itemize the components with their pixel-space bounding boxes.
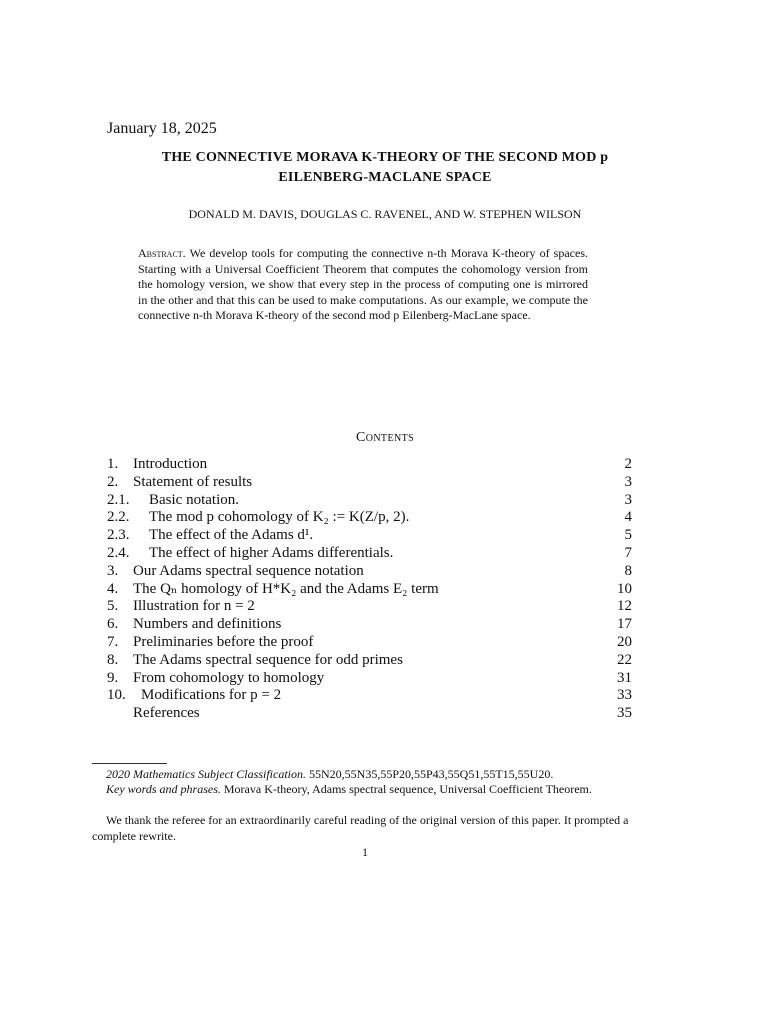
toc-entry-title: The Adams spectral sequence for odd primes bbox=[133, 651, 403, 668]
toc-entry[interactable] bbox=[107, 545, 632, 563]
toc-entry-left bbox=[107, 687, 281, 705]
toc-entry-number: 6. bbox=[107, 616, 119, 633]
toc-entry[interactable] bbox=[107, 581, 632, 599]
toc-entry-page: 4 bbox=[624, 509, 632, 526]
toc-entry-title: The effect of the Adams d¹. bbox=[149, 527, 314, 544]
toc-entry-number: 8. bbox=[107, 651, 119, 668]
toc-entry-number: 2.3. bbox=[107, 527, 130, 544]
toc-entry[interactable] bbox=[107, 687, 632, 705]
toc-entry-left bbox=[107, 581, 439, 599]
toc-entry[interactable] bbox=[107, 527, 632, 545]
toc-entry-number: 2.4. bbox=[107, 544, 130, 561]
toc-entry-left bbox=[107, 509, 409, 527]
toc-entry-left bbox=[107, 652, 403, 670]
paper-title-line-2: EILENBERG-MACLANE SPACE bbox=[278, 170, 492, 185]
toc-entry-left bbox=[107, 670, 324, 688]
toc-entry-title: References bbox=[133, 705, 200, 722]
toc-entry-title: The effect of higher Adams differentials. bbox=[149, 544, 394, 561]
contents-heading: Contents bbox=[355, 430, 415, 445]
toc-entry-page: 7 bbox=[624, 544, 632, 561]
toc-entry-number: 5. bbox=[107, 598, 119, 615]
toc-entry-page: 17 bbox=[617, 616, 632, 633]
msc-codes: 55N20,55N35,55P20,55P43,55Q51,55T15,55U20. bbox=[308, 767, 554, 781]
toc-entry-title: The Qₙ homology of H*K₂ and the Adams E₂ term bbox=[133, 580, 439, 597]
toc-entry-title: The mod p cohomology of K₂ := K(Z/p, 2). bbox=[149, 509, 410, 526]
toc-entry-page: 8 bbox=[624, 562, 632, 579]
toc-entry-title: Numbers and definitions bbox=[133, 616, 282, 633]
toc-entry-number: 4. bbox=[107, 580, 119, 597]
footnote-thanks: We thank the referee for an extraordinarily careful reading of the original version of this paper. It prompted a complete rewrite. bbox=[92, 813, 629, 843]
toc-entry[interactable] bbox=[107, 474, 632, 492]
toc-entry-left bbox=[107, 492, 239, 510]
toc-entry-number: 10. bbox=[107, 687, 126, 704]
keywords-text: Morava K-theory, Adams spectral sequence, Universal Coefficient Theorem. bbox=[223, 782, 592, 796]
toc-entry-title: Basic notation. bbox=[149, 491, 239, 508]
toc-entry-number: 9. bbox=[107, 669, 119, 686]
footnote-keywords bbox=[92, 782, 632, 798]
toc-entry-page: 3 bbox=[624, 473, 632, 490]
toc-entry-title: From cohomology to homology bbox=[133, 669, 325, 686]
toc-entry[interactable] bbox=[107, 634, 632, 652]
toc-entry-number bbox=[107, 705, 133, 723]
abstract-text: We develop tools for computing the connective n-th Morava K-theory of spaces. Starting with a Universal Coefficient Theorem that computes the cohomology version from the homology version, we show that every step in the process of computing one is mirrored in the other and that this can be used to make computations. As our example, we compute the connective n-th Morava K-theory of the second mod p Eilenberg-MacLane space. bbox=[138, 246, 588, 323]
toc-entry-title: Introduction bbox=[133, 456, 208, 472]
footnote-msc bbox=[92, 767, 646, 783]
toc-entry-title: Modifications for p = 2 bbox=[141, 687, 282, 704]
toc-entry-title: Preliminaries before the proof bbox=[133, 633, 314, 650]
toc-entry[interactable] bbox=[107, 670, 632, 688]
date: January 18, 2025 bbox=[107, 120, 217, 137]
footnote-rule bbox=[92, 763, 167, 764]
toc-entry[interactable] bbox=[107, 652, 632, 670]
toc-entry-page: 20 bbox=[617, 633, 632, 650]
toc-entry[interactable] bbox=[107, 563, 632, 581]
keywords-label: Key words and phrases. bbox=[106, 782, 221, 796]
toc-entry-number: 3. bbox=[107, 562, 119, 579]
toc-entry-number: 1. bbox=[107, 456, 119, 472]
toc-entry-page: 22 bbox=[617, 651, 632, 668]
toc-entry-page: 5 bbox=[624, 527, 632, 544]
toc-entry-number: 7. bbox=[107, 633, 119, 650]
page-number: 1 bbox=[362, 845, 368, 859]
toc-entry[interactable] bbox=[107, 456, 632, 474]
toc-entry-page: 3 bbox=[624, 491, 632, 508]
toc-entry-number: 2.1. bbox=[107, 491, 130, 508]
toc-entry-title: Statement of results bbox=[133, 473, 253, 490]
paper-title-line-1: THE CONNECTIVE MORAVA K-THEORY OF THE SECOND MOD p bbox=[161, 150, 609, 165]
toc-entry-page: 12 bbox=[617, 598, 632, 615]
msc-label: 2020 Mathematics Subject Classification. bbox=[106, 767, 306, 781]
toc-entry[interactable] bbox=[107, 598, 632, 616]
toc-entry-left bbox=[107, 527, 313, 545]
toc-entry-page: 31 bbox=[617, 669, 632, 686]
toc-entry-left bbox=[107, 474, 252, 492]
abstract-heading: Abstract. bbox=[138, 246, 186, 260]
toc-entry-left bbox=[107, 634, 313, 652]
toc-entry-left bbox=[107, 545, 393, 563]
toc-entry-page: 10 bbox=[617, 580, 632, 597]
toc-entry-title: Our Adams spectral sequence notation bbox=[133, 562, 364, 579]
toc-entry-left bbox=[107, 598, 255, 616]
toc-entry-page: 33 bbox=[617, 687, 632, 704]
toc-entry[interactable] bbox=[107, 492, 632, 510]
table-of-contents bbox=[107, 456, 632, 723]
toc-entry-left bbox=[107, 705, 200, 723]
toc-entry[interactable] bbox=[107, 616, 632, 634]
abstract bbox=[138, 246, 588, 324]
toc-entry-title: Illustration for n = 2 bbox=[133, 598, 255, 615]
toc-entry-page: 2 bbox=[624, 456, 632, 472]
toc-entry[interactable] bbox=[107, 509, 632, 527]
toc-entry-left bbox=[107, 616, 281, 634]
toc-entry-number: 2. bbox=[107, 473, 119, 490]
toc-entry-left bbox=[107, 563, 364, 581]
toc-entry-left bbox=[107, 456, 207, 474]
toc-entry-number: 2.2. bbox=[107, 509, 130, 526]
toc-entry[interactable] bbox=[107, 705, 632, 723]
toc-entry-page: 35 bbox=[617, 705, 632, 722]
authors: DONALD M. DAVIS, DOUGLAS C. RAVENEL, AND W. STEPHEN WILSON bbox=[188, 207, 582, 221]
